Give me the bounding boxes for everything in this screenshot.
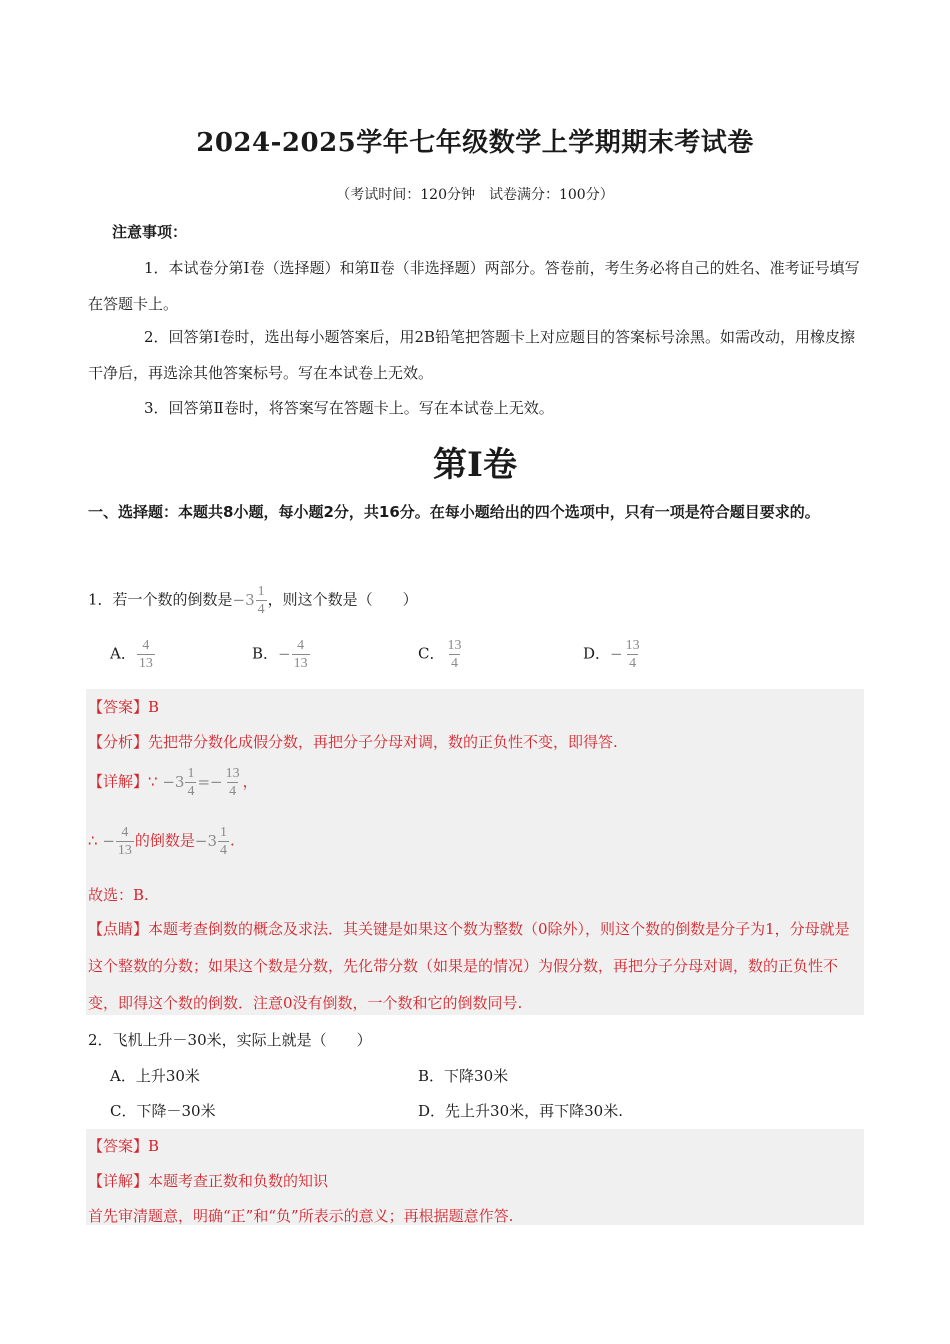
q1-option-a[interactable]: A． $\frac{4}{13}$ [110,638,153,671]
exam-info: （考试时间：120分钟 试卷满分：100分） [336,187,614,203]
question-1-stem: 1．若一个数的倒数是−3 $\frac{1}{4}$ ，则这个数是（ ） [88,584,418,617]
q2-option-d[interactable]: D．先上升30米，再下降30米. [418,1102,623,1120]
q1-choose: 故选：B. [88,886,149,904]
question-2-stem: 2．飞机上升－30米，实际上就是（ ） [88,1031,372,1049]
q2-option-a[interactable]: A．上升30米 [110,1067,200,1085]
q1-therefore: ∴ − $\frac{4}{13}$ 的倒数是−3 $\frac{1}{4}$ . [88,825,235,858]
q1-option-d[interactable]: D．− $\frac{13}{4}$ [583,638,640,671]
q2-detail: 【详解】本题考查正数和负数的知识 [88,1172,329,1190]
q1-answer: 【答案】B [88,698,160,716]
page-title: 2024-2025学年七年级数学上学期期末考试卷 [196,128,754,158]
q1-comment: 【点睛】本题考查倒数的概念及求法．其关键是如果这个数为整数（0除外），则这个数的倒数是分子为1，分母就是这个整数的分数；如果这个数是分数，先化带分数（如果是的情况）为假分数，再把分子分母对调，数的正负性不变，即得这个数的倒数．注意0没有倒数，一个数和它的倒数同号. [88,920,850,1012]
notice-item-2: 2．回答第Ⅰ卷时，选出每小题答案后，用2B铅笔把答题卡上对应题目的答案标号涂黑。如需改动，用橡皮擦干净后，再选涂其他答案标号。写在本试卷上无效。 [88,328,856,382]
q2-option-b[interactable]: B．下降30米 [418,1067,509,1085]
q2-option-c[interactable]: C．下降－30米 [110,1102,216,1120]
section-title: 第Ⅰ卷 [433,445,517,485]
q2-detail-2: 首先审清题意，明确“正”和“负”所表示的意义；再根据题意作答. [88,1207,514,1225]
q2-answer: 【答案】B [88,1137,160,1155]
notice-item-1: 1．本试卷分第Ⅰ卷（选择题）和第Ⅱ卷（非选择题）两部分。答卷前，考生务必将自己的姓名、准考证号填写在答题卡上。 [88,259,860,313]
section-intro: 一、选择题：本题共8小题，每小题2分，共16分。在每小题给出的四个选项中，只有一项是符合题目要求的。 [88,503,820,521]
q1-analysis: 【分析】先把带分数化成假分数，再把分子分母对调，数的正负性不变，即得答. [88,733,618,751]
notice-heading: 注意事项： [112,223,188,241]
q1-option-c[interactable]: C． $\frac{13}{4}$ [418,638,462,671]
q1-detail: 【详解】∵ −3 $\frac{1}{4}$ =− $\frac{13}{4}$ ， [88,766,258,799]
mixed-number: −3 $\frac{1}{4}$ [232,584,265,617]
notice-item-3: 3．回答第Ⅱ卷时，将答案写在答题卡上。写在本试卷上无效。 [144,399,554,417]
q1-option-b[interactable]: B．− $\frac{4}{13}$ [252,638,308,671]
